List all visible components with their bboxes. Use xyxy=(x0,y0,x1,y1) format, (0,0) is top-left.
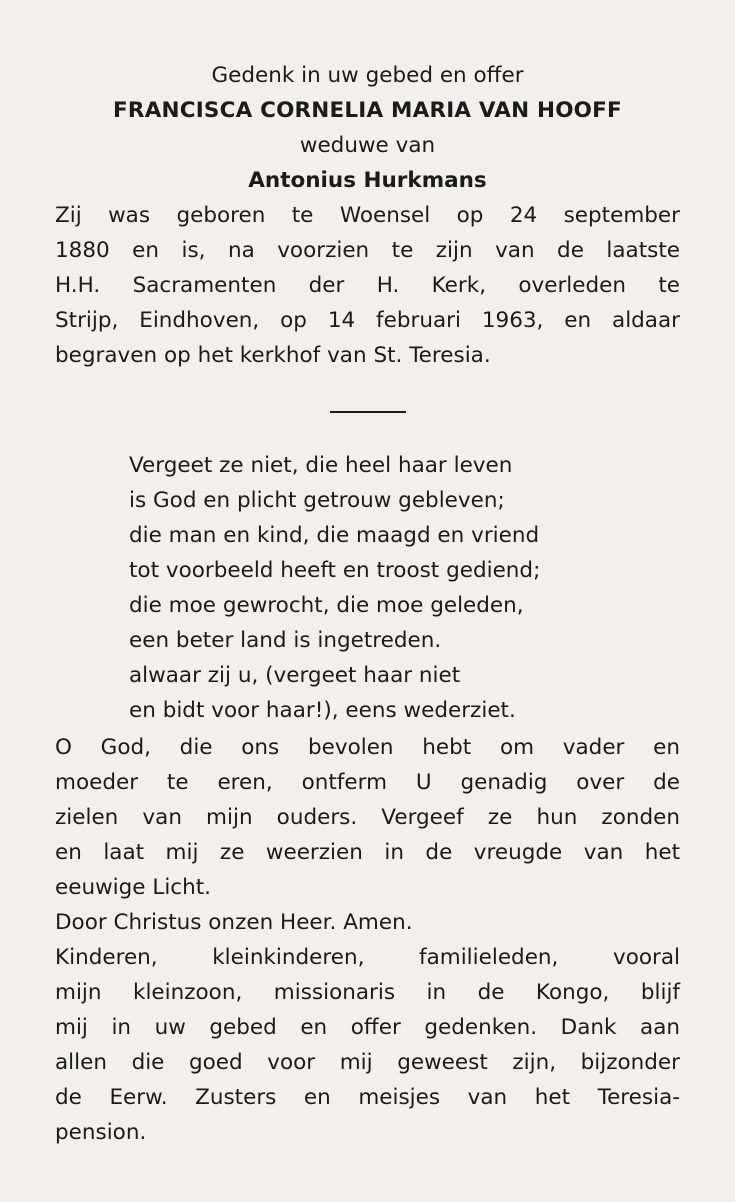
biography xyxy=(55,198,680,373)
bio-line: H.H. Sacramenten der H. Kerk, overleden te xyxy=(55,273,680,298)
section-divider xyxy=(330,411,406,413)
poem-line: Vergeet ze niet, die heel haar leven xyxy=(129,453,513,478)
thanks xyxy=(55,940,680,1150)
bio-line: Strijp, Eindhoven, op 14 februari 1963, en aldaar xyxy=(55,308,680,333)
thanks-line: mijn kleinzoon, missionaris in de Kongo, blijf xyxy=(55,980,680,1005)
poem-line: alwaar zij u, (vergeet haar niet xyxy=(129,663,461,688)
poem-line: tot voorbeeld heeft en troost gediend; xyxy=(129,558,541,583)
prayer xyxy=(55,730,680,940)
poem-line: die man en kind, die maagd en vriend xyxy=(129,523,540,548)
poem xyxy=(55,448,680,728)
prayer-line: zielen van mijn ouders. Vergeef ze hun zonden xyxy=(55,805,680,830)
spouse-name: Antonius Hurkmans xyxy=(248,168,487,193)
poem-line: een beter land is ingetreden. xyxy=(129,628,442,653)
thanks-line: Kinderen, kleinkinderen, familieleden, vooral xyxy=(55,945,680,970)
prayer-line: moeder te eren, ontferm U genadig over de xyxy=(55,770,680,795)
bio-line: Zij was geboren te Woensel op 24 september xyxy=(55,203,680,228)
bio-line: begraven op het kerkhof van St. Teresia. xyxy=(55,343,491,368)
prayer-closing: Door Christus onzen Heer. Amen. xyxy=(55,910,413,935)
poem-line: en bidt voor haar!), eens wederziet. xyxy=(129,698,516,723)
prayer-line: en laat mij ze weerzien in de vreugde van het xyxy=(55,840,680,865)
thanks-line: pension. xyxy=(55,1120,147,1145)
intro-line: Gedenk in uw gebed en offer xyxy=(211,63,524,88)
prayer-line: O God, die ons bevolen hebt om vader en xyxy=(55,735,680,760)
bio-line: 1880 en is, na voorzien te zijn van de laatste xyxy=(55,238,680,263)
widow-of-line: weduwe van xyxy=(299,133,436,158)
thanks-line: mij in uw gebed en offer gedenken. Dank aan xyxy=(55,1015,680,1040)
poem-line: is God en plicht getrouw gebleven; xyxy=(129,488,505,513)
poem-line: die moe gewrocht, die moe geleden, xyxy=(129,593,524,618)
deceased-name: FRANCISCA CORNELIA MARIA VAN HOOFF xyxy=(113,98,622,123)
prayer-line: eeuwige Licht. xyxy=(55,875,212,900)
thanks-line: de Eerw. Zusters en meisjes van het Teresia- xyxy=(55,1085,680,1110)
thanks-line: allen die goed voor mij geweest zijn, bijzonder xyxy=(55,1050,680,1075)
